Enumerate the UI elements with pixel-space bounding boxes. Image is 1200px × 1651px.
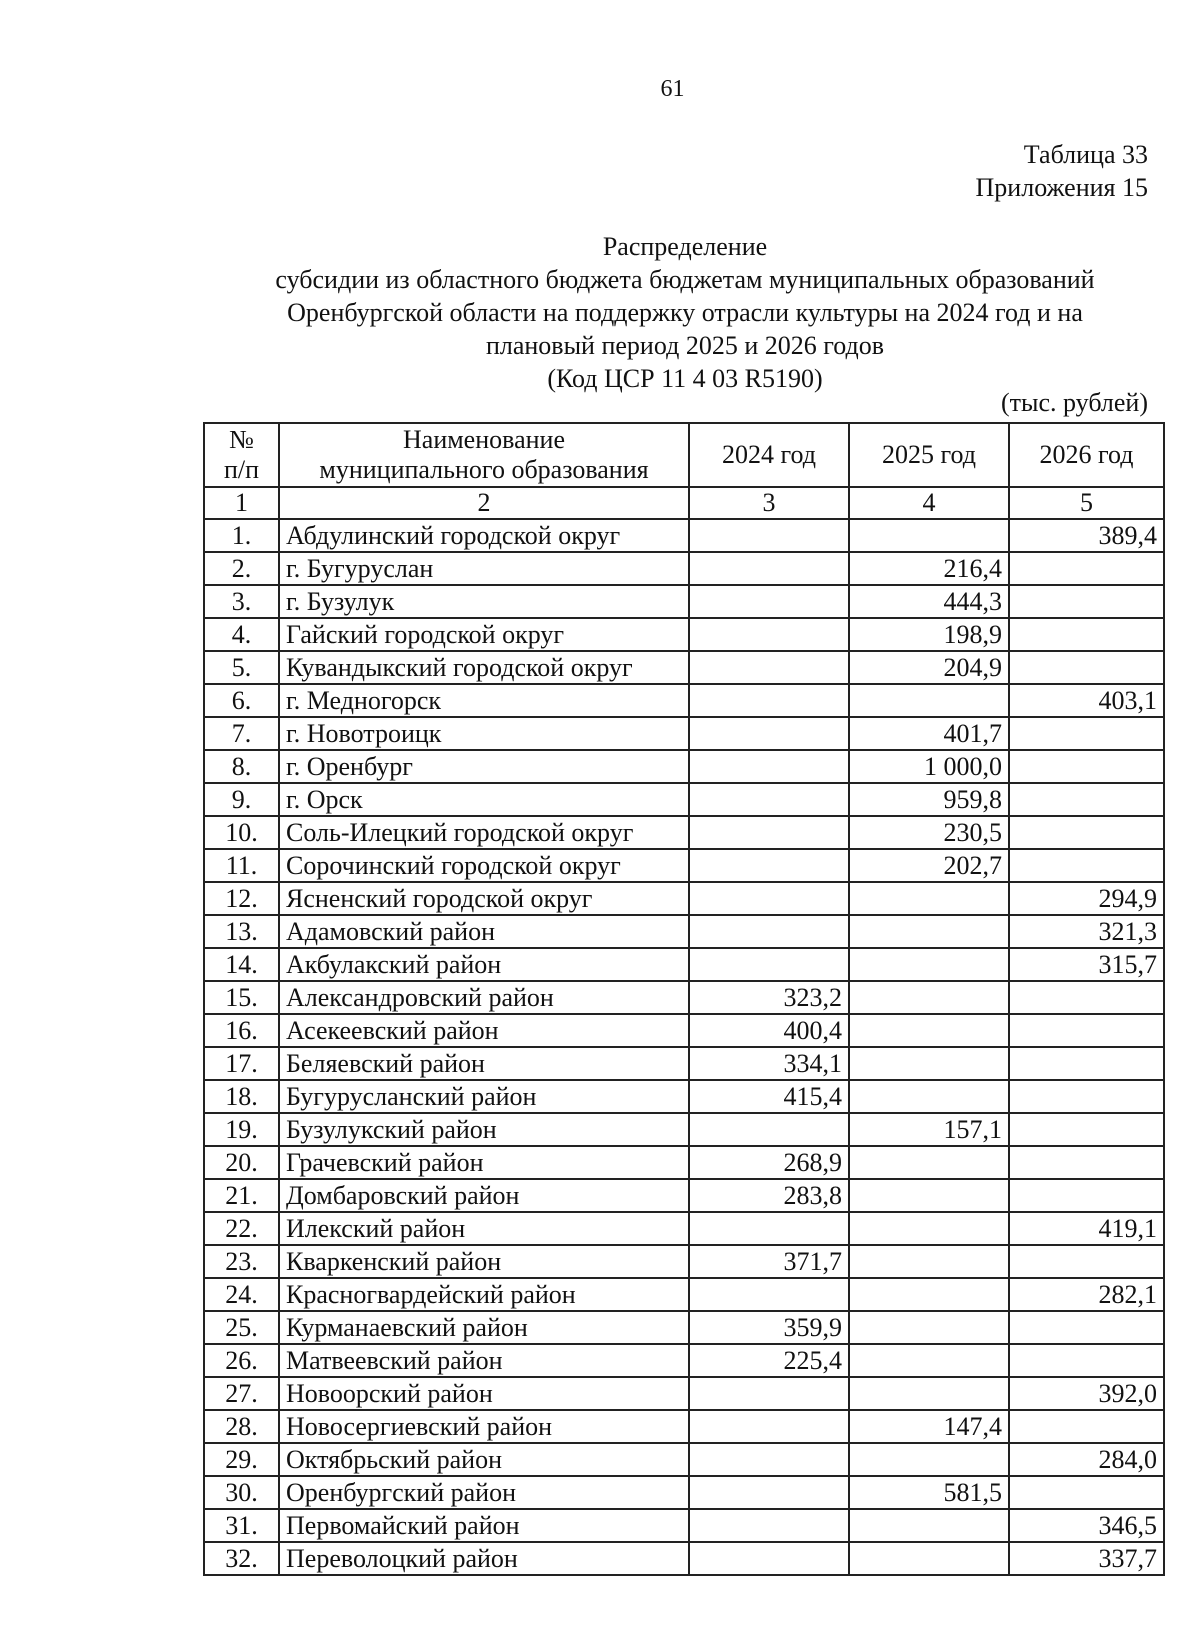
value-2024 — [689, 684, 849, 717]
municipality-name: Оренбургский район — [279, 1476, 689, 1509]
table-reference-line2: Приложения 15 — [975, 173, 1148, 202]
value-2026: 392,0 — [1009, 1377, 1164, 1410]
value-2026: 282,1 — [1009, 1278, 1164, 1311]
row-number: 1. — [204, 519, 279, 552]
value-2025 — [849, 1047, 1009, 1080]
value-2024: 283,8 — [689, 1179, 849, 1212]
value-2025: 147,4 — [849, 1410, 1009, 1443]
value-2024 — [689, 717, 849, 750]
value-2025: 198,9 — [849, 618, 1009, 651]
value-2026: 346,5 — [1009, 1509, 1164, 1542]
municipality-name: Сорочинский городской округ — [279, 849, 689, 882]
value-2025 — [849, 981, 1009, 1014]
table-row — [204, 519, 1164, 552]
table-row — [204, 1113, 1164, 1146]
value-2025 — [849, 1080, 1009, 1113]
value-2024 — [689, 948, 849, 981]
value-2024 — [689, 519, 849, 552]
value-2024: 400,4 — [689, 1014, 849, 1047]
row-number: 18. — [204, 1080, 279, 1113]
row-number: 4. — [204, 618, 279, 651]
value-2026 — [1009, 1047, 1164, 1080]
header-number — [204, 423, 279, 487]
column-number-row — [204, 487, 1164, 519]
value-2025 — [849, 1377, 1009, 1410]
row-number: 19. — [204, 1113, 279, 1146]
value-2026: 315,7 — [1009, 948, 1164, 981]
row-number: 26. — [204, 1344, 279, 1377]
municipality-name: г. Новотроицк — [279, 717, 689, 750]
distribution-table — [203, 422, 1165, 1576]
value-2024 — [689, 585, 849, 618]
municipality-name: г. Орск — [279, 783, 689, 816]
row-number: 22. — [204, 1212, 279, 1245]
value-2025 — [849, 519, 1009, 552]
municipality-name: Абдулинский городской округ — [279, 519, 689, 552]
row-number: 16. — [204, 1014, 279, 1047]
row-number: 21. — [204, 1179, 279, 1212]
header-2026: 2026 год — [1009, 423, 1164, 487]
table-row — [204, 816, 1164, 849]
table-row — [204, 585, 1164, 618]
title-line1: Распределение — [602, 232, 768, 261]
table-row — [204, 1014, 1164, 1047]
value-2026 — [1009, 1245, 1164, 1278]
municipality-name: Матвеевский район — [279, 1344, 689, 1377]
municipality-name: Кваркенский район — [279, 1245, 689, 1278]
header-name — [279, 423, 689, 487]
header-name-line2: муниципального образования — [319, 455, 649, 484]
value-2026: 419,1 — [1009, 1212, 1164, 1245]
value-2024 — [689, 1509, 849, 1542]
value-2024 — [689, 783, 849, 816]
row-number: 12. — [204, 882, 279, 915]
table-row — [204, 1245, 1164, 1278]
table-body — [204, 519, 1164, 1575]
value-2024 — [689, 1476, 849, 1509]
row-number: 17. — [204, 1047, 279, 1080]
value-2025: 204,9 — [849, 651, 1009, 684]
value-2025: 581,5 — [849, 1476, 1009, 1509]
value-2025: 216,4 — [849, 552, 1009, 585]
column-number: 1 — [204, 487, 279, 519]
value-2026: 337,7 — [1009, 1542, 1164, 1575]
value-2025: 444,3 — [849, 585, 1009, 618]
value-2025 — [849, 882, 1009, 915]
municipality-name: г. Медногорск — [279, 684, 689, 717]
row-number: 7. — [204, 717, 279, 750]
value-2026 — [1009, 981, 1164, 1014]
title-line2: субсидии из областного бюджета бюджетам муниципальных образований — [275, 265, 1095, 294]
value-2024 — [689, 1377, 849, 1410]
page-number: 61 — [660, 76, 685, 102]
table-reference — [976, 138, 1148, 204]
value-2025 — [849, 1542, 1009, 1575]
municipality-name: Новосергиевский район — [279, 1410, 689, 1443]
table-row — [204, 1443, 1164, 1476]
value-2026 — [1009, 1146, 1164, 1179]
municipality-name: Ясненский городской округ — [279, 882, 689, 915]
value-2025 — [849, 1311, 1009, 1344]
value-2026 — [1009, 783, 1164, 816]
value-2025 — [849, 1245, 1009, 1278]
value-2025 — [849, 948, 1009, 981]
value-2024: 225,4 — [689, 1344, 849, 1377]
header-2024: 2024 год — [689, 423, 849, 487]
value-2026 — [1009, 750, 1164, 783]
row-number: 5. — [204, 651, 279, 684]
row-number: 28. — [204, 1410, 279, 1443]
value-2025 — [849, 1443, 1009, 1476]
table-reference-line1: Таблица 33 — [1023, 140, 1148, 169]
title-line5: (Код ЦСР 11 4 03 R5190) — [547, 364, 823, 393]
title-line4: плановый период 2025 и 2026 годов — [485, 331, 885, 360]
municipality-name: Домбаровский район — [279, 1179, 689, 1212]
value-2025: 1 000,0 — [849, 750, 1009, 783]
value-2024 — [689, 1443, 849, 1476]
municipality-name: Новоорский район — [279, 1377, 689, 1410]
header-name-line1: Наименование — [403, 425, 565, 454]
value-2024 — [689, 1278, 849, 1311]
value-2024: 415,4 — [689, 1080, 849, 1113]
value-2025: 157,1 — [849, 1113, 1009, 1146]
value-2026 — [1009, 651, 1164, 684]
value-2024 — [689, 1410, 849, 1443]
value-2026 — [1009, 1080, 1164, 1113]
document-title — [240, 230, 1130, 395]
value-2025 — [849, 1179, 1009, 1212]
table-row — [204, 1410, 1164, 1443]
row-number: 2. — [204, 552, 279, 585]
row-number: 13. — [204, 915, 279, 948]
value-2026: 294,9 — [1009, 882, 1164, 915]
value-2024 — [689, 915, 849, 948]
table-row — [204, 1542, 1164, 1575]
table-row — [204, 981, 1164, 1014]
column-number: 2 — [279, 487, 689, 519]
row-number: 15. — [204, 981, 279, 1014]
row-number: 30. — [204, 1476, 279, 1509]
row-number: 27. — [204, 1377, 279, 1410]
municipality-name: Октябрьский район — [279, 1443, 689, 1476]
value-2024 — [689, 750, 849, 783]
table-row — [204, 1278, 1164, 1311]
value-2026 — [1009, 1410, 1164, 1443]
row-number: 3. — [204, 585, 279, 618]
table-row — [204, 651, 1164, 684]
value-2025 — [849, 1014, 1009, 1047]
row-number: 11. — [204, 849, 279, 882]
header-number-line1: № — [229, 425, 254, 454]
value-2026: 389,4 — [1009, 519, 1164, 552]
row-number: 20. — [204, 1146, 279, 1179]
units-label: (тыс. рублей) — [1000, 388, 1148, 417]
value-2026 — [1009, 816, 1164, 849]
municipality-name: Переволоцкий район — [279, 1542, 689, 1575]
value-2025: 959,8 — [849, 783, 1009, 816]
value-2025 — [849, 1509, 1009, 1542]
table-row — [204, 1047, 1164, 1080]
municipality-name: Асекеевский район — [279, 1014, 689, 1047]
table-row — [204, 915, 1164, 948]
header-2025: 2025 год — [849, 423, 1009, 487]
row-number: 32. — [204, 1542, 279, 1575]
value-2026 — [1009, 1113, 1164, 1146]
value-2026 — [1009, 849, 1164, 882]
value-2024 — [689, 849, 849, 882]
table-row — [204, 1377, 1164, 1410]
value-2024: 323,2 — [689, 981, 849, 1014]
value-2024 — [689, 1212, 849, 1245]
row-number: 9. — [204, 783, 279, 816]
table-row — [204, 618, 1164, 651]
municipality-name: Беляевский район — [279, 1047, 689, 1080]
row-number: 23. — [204, 1245, 279, 1278]
value-2026 — [1009, 1311, 1164, 1344]
value-2025 — [849, 915, 1009, 948]
municipality-name: Кувандыкский городской округ — [279, 651, 689, 684]
value-2026 — [1009, 552, 1164, 585]
value-2024 — [689, 1113, 849, 1146]
value-2024 — [689, 651, 849, 684]
value-2025: 401,7 — [849, 717, 1009, 750]
column-number: 3 — [689, 487, 849, 519]
table-row — [204, 1344, 1164, 1377]
value-2024 — [689, 816, 849, 849]
row-number: 31. — [204, 1509, 279, 1542]
value-2025 — [849, 1344, 1009, 1377]
municipality-name: Бузулукский район — [279, 1113, 689, 1146]
value-2026 — [1009, 1344, 1164, 1377]
value-2026 — [1009, 585, 1164, 618]
column-number: 5 — [1009, 487, 1164, 519]
row-number: 6. — [204, 684, 279, 717]
column-number: 4 — [849, 487, 1009, 519]
value-2025 — [849, 684, 1009, 717]
table-row — [204, 948, 1164, 981]
value-2025 — [849, 1146, 1009, 1179]
table-row — [204, 1311, 1164, 1344]
municipality-name: Соль-Илецкий городской округ — [279, 816, 689, 849]
municipality-name: Гайский городской округ — [279, 618, 689, 651]
row-number: 24. — [204, 1278, 279, 1311]
table-header-row — [204, 423, 1164, 487]
table-row — [204, 1080, 1164, 1113]
municipality-name: Бугурусланский район — [279, 1080, 689, 1113]
value-2026 — [1009, 1476, 1164, 1509]
value-2026: 321,3 — [1009, 915, 1164, 948]
value-2024 — [689, 1542, 849, 1575]
value-2026 — [1009, 717, 1164, 750]
table-row — [204, 849, 1164, 882]
table-row — [204, 750, 1164, 783]
table-row — [204, 882, 1164, 915]
row-number: 14. — [204, 948, 279, 981]
municipality-name: Курманаевский район — [279, 1311, 689, 1344]
value-2025: 202,7 — [849, 849, 1009, 882]
municipality-name: Александровский район — [279, 981, 689, 1014]
row-number: 10. — [204, 816, 279, 849]
row-number: 25. — [204, 1311, 279, 1344]
municipality-name: Грачевский район — [279, 1146, 689, 1179]
municipality-name: г. Оренбург — [279, 750, 689, 783]
value-2026 — [1009, 1014, 1164, 1047]
value-2026 — [1009, 1179, 1164, 1212]
value-2024: 334,1 — [689, 1047, 849, 1080]
title-line3: Оренбургской области на поддержку отрасли культуры на 2024 год и на — [287, 298, 1083, 327]
municipality-name: Красногвардейский район — [279, 1278, 689, 1311]
table-row — [204, 717, 1164, 750]
table-row — [204, 1476, 1164, 1509]
municipality-name: г. Бузулук — [279, 585, 689, 618]
table-row — [204, 1146, 1164, 1179]
value-2025 — [849, 1212, 1009, 1245]
table-row — [204, 1212, 1164, 1245]
row-number: 29. — [204, 1443, 279, 1476]
value-2026: 403,1 — [1009, 684, 1164, 717]
value-2024 — [689, 552, 849, 585]
value-2024 — [689, 618, 849, 651]
value-2026 — [1009, 618, 1164, 651]
municipality-name: Адамовский район — [279, 915, 689, 948]
value-2026: 284,0 — [1009, 1443, 1164, 1476]
value-2025: 230,5 — [849, 816, 1009, 849]
municipality-name: Илекский район — [279, 1212, 689, 1245]
municipality-name: Акбулакский район — [279, 948, 689, 981]
table-row — [204, 783, 1164, 816]
value-2024: 268,9 — [689, 1146, 849, 1179]
value-2024: 371,7 — [689, 1245, 849, 1278]
table-row — [204, 552, 1164, 585]
header-number-line2: п/п — [223, 455, 260, 484]
municipality-name: г. Бугуруслан — [279, 552, 689, 585]
value-2024 — [689, 882, 849, 915]
value-2025 — [849, 1278, 1009, 1311]
table-row — [204, 1509, 1164, 1542]
table-row — [204, 1179, 1164, 1212]
table-row — [204, 684, 1164, 717]
municipality-name: Первомайский район — [279, 1509, 689, 1542]
row-number: 8. — [204, 750, 279, 783]
value-2024: 359,9 — [689, 1311, 849, 1344]
